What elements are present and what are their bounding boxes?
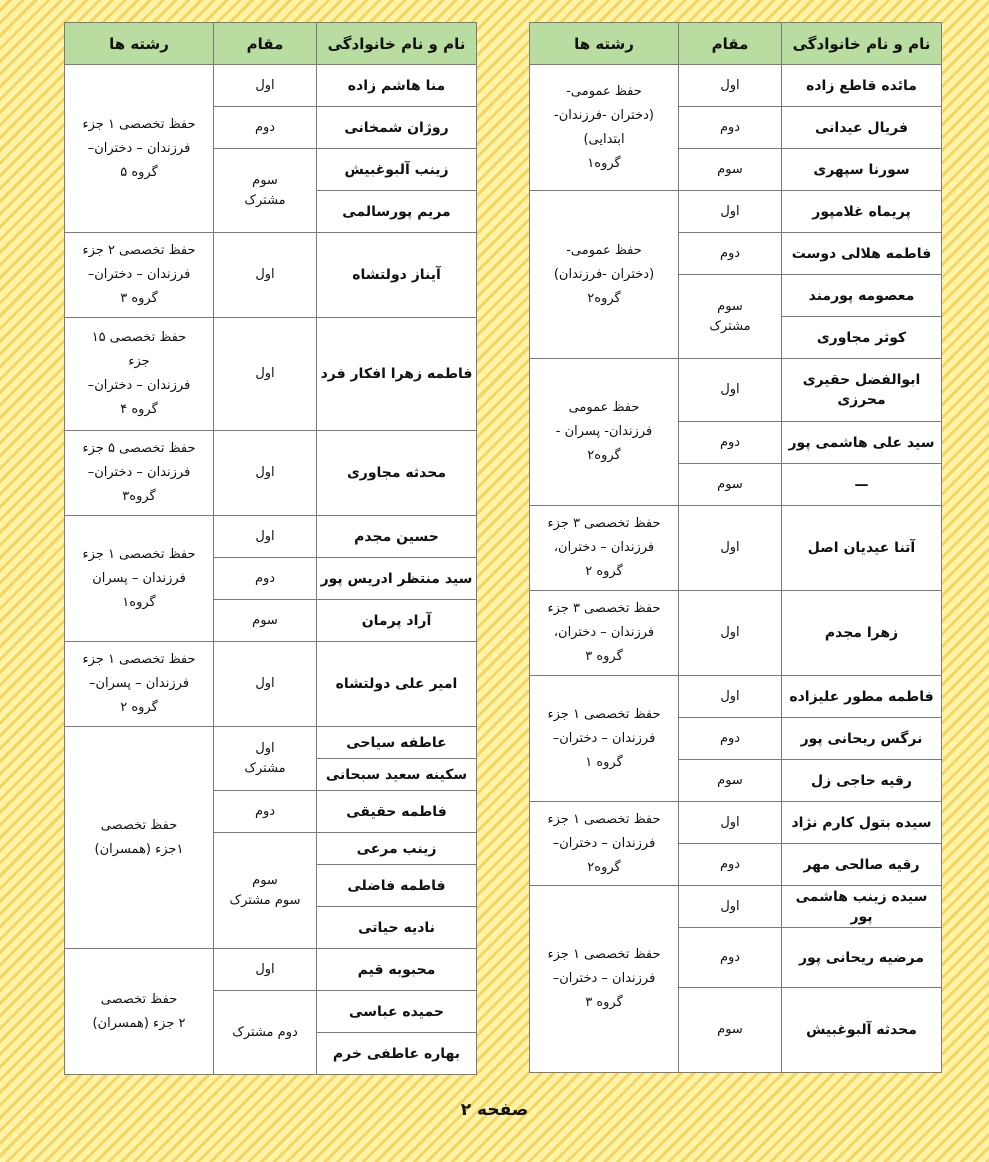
participant-name: فاطمه هلالی دوست — [782, 233, 942, 275]
participant-name: آیناز دولتشاه — [317, 233, 477, 318]
participant-name: — — [782, 464, 942, 506]
table-row — [530, 191, 942, 233]
participant-name: نرگس ریحانی پور — [782, 718, 942, 760]
rank-cell: دوم — [679, 107, 782, 149]
rank-cell: سوم — [679, 464, 782, 506]
table-row — [65, 431, 477, 516]
participant-name: منا هاشم زاده — [317, 65, 477, 107]
rank-cell: اول — [214, 431, 317, 516]
rank-cell: اول — [214, 318, 317, 431]
participant-name: آتنا عیدیان اصل — [782, 506, 942, 591]
field-cell: حفظ تخصصی ۱۵ جزء فرزندان – دختران– گروه ۴ — [65, 318, 214, 431]
participant-name: فاطمه فاضلی — [317, 865, 477, 907]
participant-name: نادیه حیاتی — [317, 907, 477, 949]
header-rank: مقام — [214, 23, 317, 65]
rank-cell: دوم — [679, 718, 782, 760]
rank-cell: دوم — [214, 558, 317, 600]
table-row — [530, 591, 942, 676]
participant-name: محبوبه قیم — [317, 949, 477, 991]
rank-cell: اول — [679, 65, 782, 107]
rank-cell: سوم مشترک — [214, 149, 317, 233]
table-row — [65, 65, 477, 107]
table-row — [530, 802, 942, 844]
rank-cell: اول — [679, 591, 782, 676]
rank-cell: اول — [679, 359, 782, 422]
participant-name: سید منتظر ادریس پور — [317, 558, 477, 600]
rank-cell: دوم — [679, 844, 782, 886]
participant-name: محدثه آلبوغبیش — [782, 988, 942, 1073]
field-cell: حفظ تخصصی ۲ جزء (همسران) — [65, 949, 214, 1075]
participant-name: رقیه حاجی زل — [782, 760, 942, 802]
rank-cell: سوم — [679, 149, 782, 191]
rank-cell: اول — [214, 65, 317, 107]
table-row — [65, 949, 477, 991]
participant-name: معصومه پورمند — [782, 275, 942, 317]
table-row — [65, 727, 477, 759]
rank-cell: دوم — [214, 791, 317, 833]
field-cell: حفظ تخصصی ۱ جزء فرزندان – پسران گروه۱ — [65, 516, 214, 642]
rank-cell: سوم — [679, 988, 782, 1073]
participant-name: سیده زینب هاشمی پور — [782, 886, 942, 928]
rank-cell: اول — [679, 191, 782, 233]
participant-name: روژان شمخانی — [317, 107, 477, 149]
results-table-left — [64, 22, 477, 1075]
participant-name: ابوالفضل حقیری محرزی — [782, 359, 942, 422]
field-cell: حفظ عمومی- (دختران -فرزندان) گروه۲ — [530, 191, 679, 359]
rank-cell: دوم — [679, 928, 782, 988]
participant-name: فاطمه حقیقی — [317, 791, 477, 833]
field-cell: حفظ تخصصی ۳ جزء فرزندان – دختران، گروه ۲ — [530, 506, 679, 591]
table-row — [530, 359, 942, 422]
field-cell: حفظ تخصصی ۲ جزء فرزندان – دختران– گروه ۳ — [65, 233, 214, 318]
rank-cell: دوم — [679, 422, 782, 464]
table-row — [65, 516, 477, 558]
field-cell: حفظ تخصصی ۱ جزء فرزندان – دختران– گروه ۱ — [530, 676, 679, 802]
table-header-row — [65, 23, 477, 65]
header-field: رشته ها — [65, 23, 214, 65]
rank-cell: اول — [679, 676, 782, 718]
rank-cell: سوم — [214, 600, 317, 642]
participant-name: زینب آلبوغبیش — [317, 149, 477, 191]
participant-name: سیده بتول کارم نژاد — [782, 802, 942, 844]
participant-name: مائده قاطع زاده — [782, 65, 942, 107]
field-cell: حفظ تخصصی ۳ جزء فرزندان – دختران، گروه ۳ — [530, 591, 679, 676]
participant-name: حمیده عباسی — [317, 991, 477, 1033]
rank-cell: اول — [679, 506, 782, 591]
rank-cell: اول مشترک — [214, 727, 317, 791]
rank-cell: اول — [679, 886, 782, 928]
table-row — [65, 642, 477, 727]
participant-name: محدثه مجاوری — [317, 431, 477, 516]
participant-name: امیر علی دولتشاه — [317, 642, 477, 727]
rank-cell: اول — [214, 233, 317, 318]
field-cell: حفظ تخصصی ۱ جزء فرزندان – دختران– گروه ۵ — [65, 65, 214, 233]
header-rank: مقام — [679, 23, 782, 65]
participant-name: رقیه صالحی مهر — [782, 844, 942, 886]
participant-name: پریماه غلامپور — [782, 191, 942, 233]
participant-name: فاطمه زهرا افکار فرد — [317, 318, 477, 431]
participant-name: عاطفه سیاحی — [317, 727, 477, 759]
field-cell: حفظ تخصصی ۱ جزء فرزندان – دختران– گروه ۳ — [530, 886, 679, 1073]
table-body-right — [530, 65, 942, 1073]
participant-name: حسین مجدم — [317, 516, 477, 558]
header-name: نام و نام خانوادگی — [317, 23, 477, 65]
page-number: صفحه ۲ — [460, 1100, 529, 1120]
rank-cell: سوم سوم مشترک — [214, 833, 317, 949]
field-cell: حفظ تخصصی ۱ جزء فرزندان – پسران– گروه ۲ — [65, 642, 214, 727]
participant-name: مریم پورسالمی — [317, 191, 477, 233]
field-cell: حفظ عمومی- (دختران -فرزندان- ابتدایی) گروه۱ — [530, 65, 679, 191]
table-header-row — [530, 23, 942, 65]
rank-cell: دوم — [214, 107, 317, 149]
table-row — [65, 233, 477, 318]
table-row — [530, 676, 942, 718]
rank-cell: اول — [214, 642, 317, 727]
participant-name: مرضیه ریحانی پور — [782, 928, 942, 988]
participant-name: بهاره عاطفی خرم — [317, 1033, 477, 1075]
participant-name: زینب مرعی — [317, 833, 477, 865]
participant-name: آراد پرمان — [317, 600, 477, 642]
table-body-left — [65, 65, 477, 1075]
header-field: رشته ها — [530, 23, 679, 65]
participant-name: زهرا مجدم — [782, 591, 942, 676]
rank-cell: اول — [679, 802, 782, 844]
field-cell: حفظ تخصصی ۵ جزء فرزندان – دختران– گروه۳ — [65, 431, 214, 516]
participant-name: فاطمه مطور علیزاده — [782, 676, 942, 718]
participant-name: فریال عیدانی — [782, 107, 942, 149]
results-table-right — [529, 22, 942, 1073]
participant-name: سید علی هاشمی پور — [782, 422, 942, 464]
table-row — [65, 318, 477, 431]
field-cell: حفظ عمومی فرزندان- پسران - گروه۲ — [530, 359, 679, 506]
table-row — [530, 886, 942, 928]
rank-cell: سوم — [679, 760, 782, 802]
field-cell: حفظ تخصصی ۱جزء (همسران) — [65, 727, 214, 949]
participant-name: سکینه سعید سبحانی — [317, 759, 477, 791]
participant-name: سورنا سپهری — [782, 149, 942, 191]
participant-name: کوثر مجاوری — [782, 317, 942, 359]
table-row — [530, 506, 942, 591]
rank-cell: دوم مشترک — [214, 991, 317, 1075]
header-name: نام و نام خانوادگی — [782, 23, 942, 65]
rank-cell: دوم — [679, 233, 782, 275]
field-cell: حفظ تخصصی ۱ جزء فرزندان – دختران– گروه۲ — [530, 802, 679, 886]
rank-cell: اول — [214, 516, 317, 558]
rank-cell: سوم مشترک — [679, 275, 782, 359]
rank-cell: اول — [214, 949, 317, 991]
table-row — [530, 65, 942, 107]
